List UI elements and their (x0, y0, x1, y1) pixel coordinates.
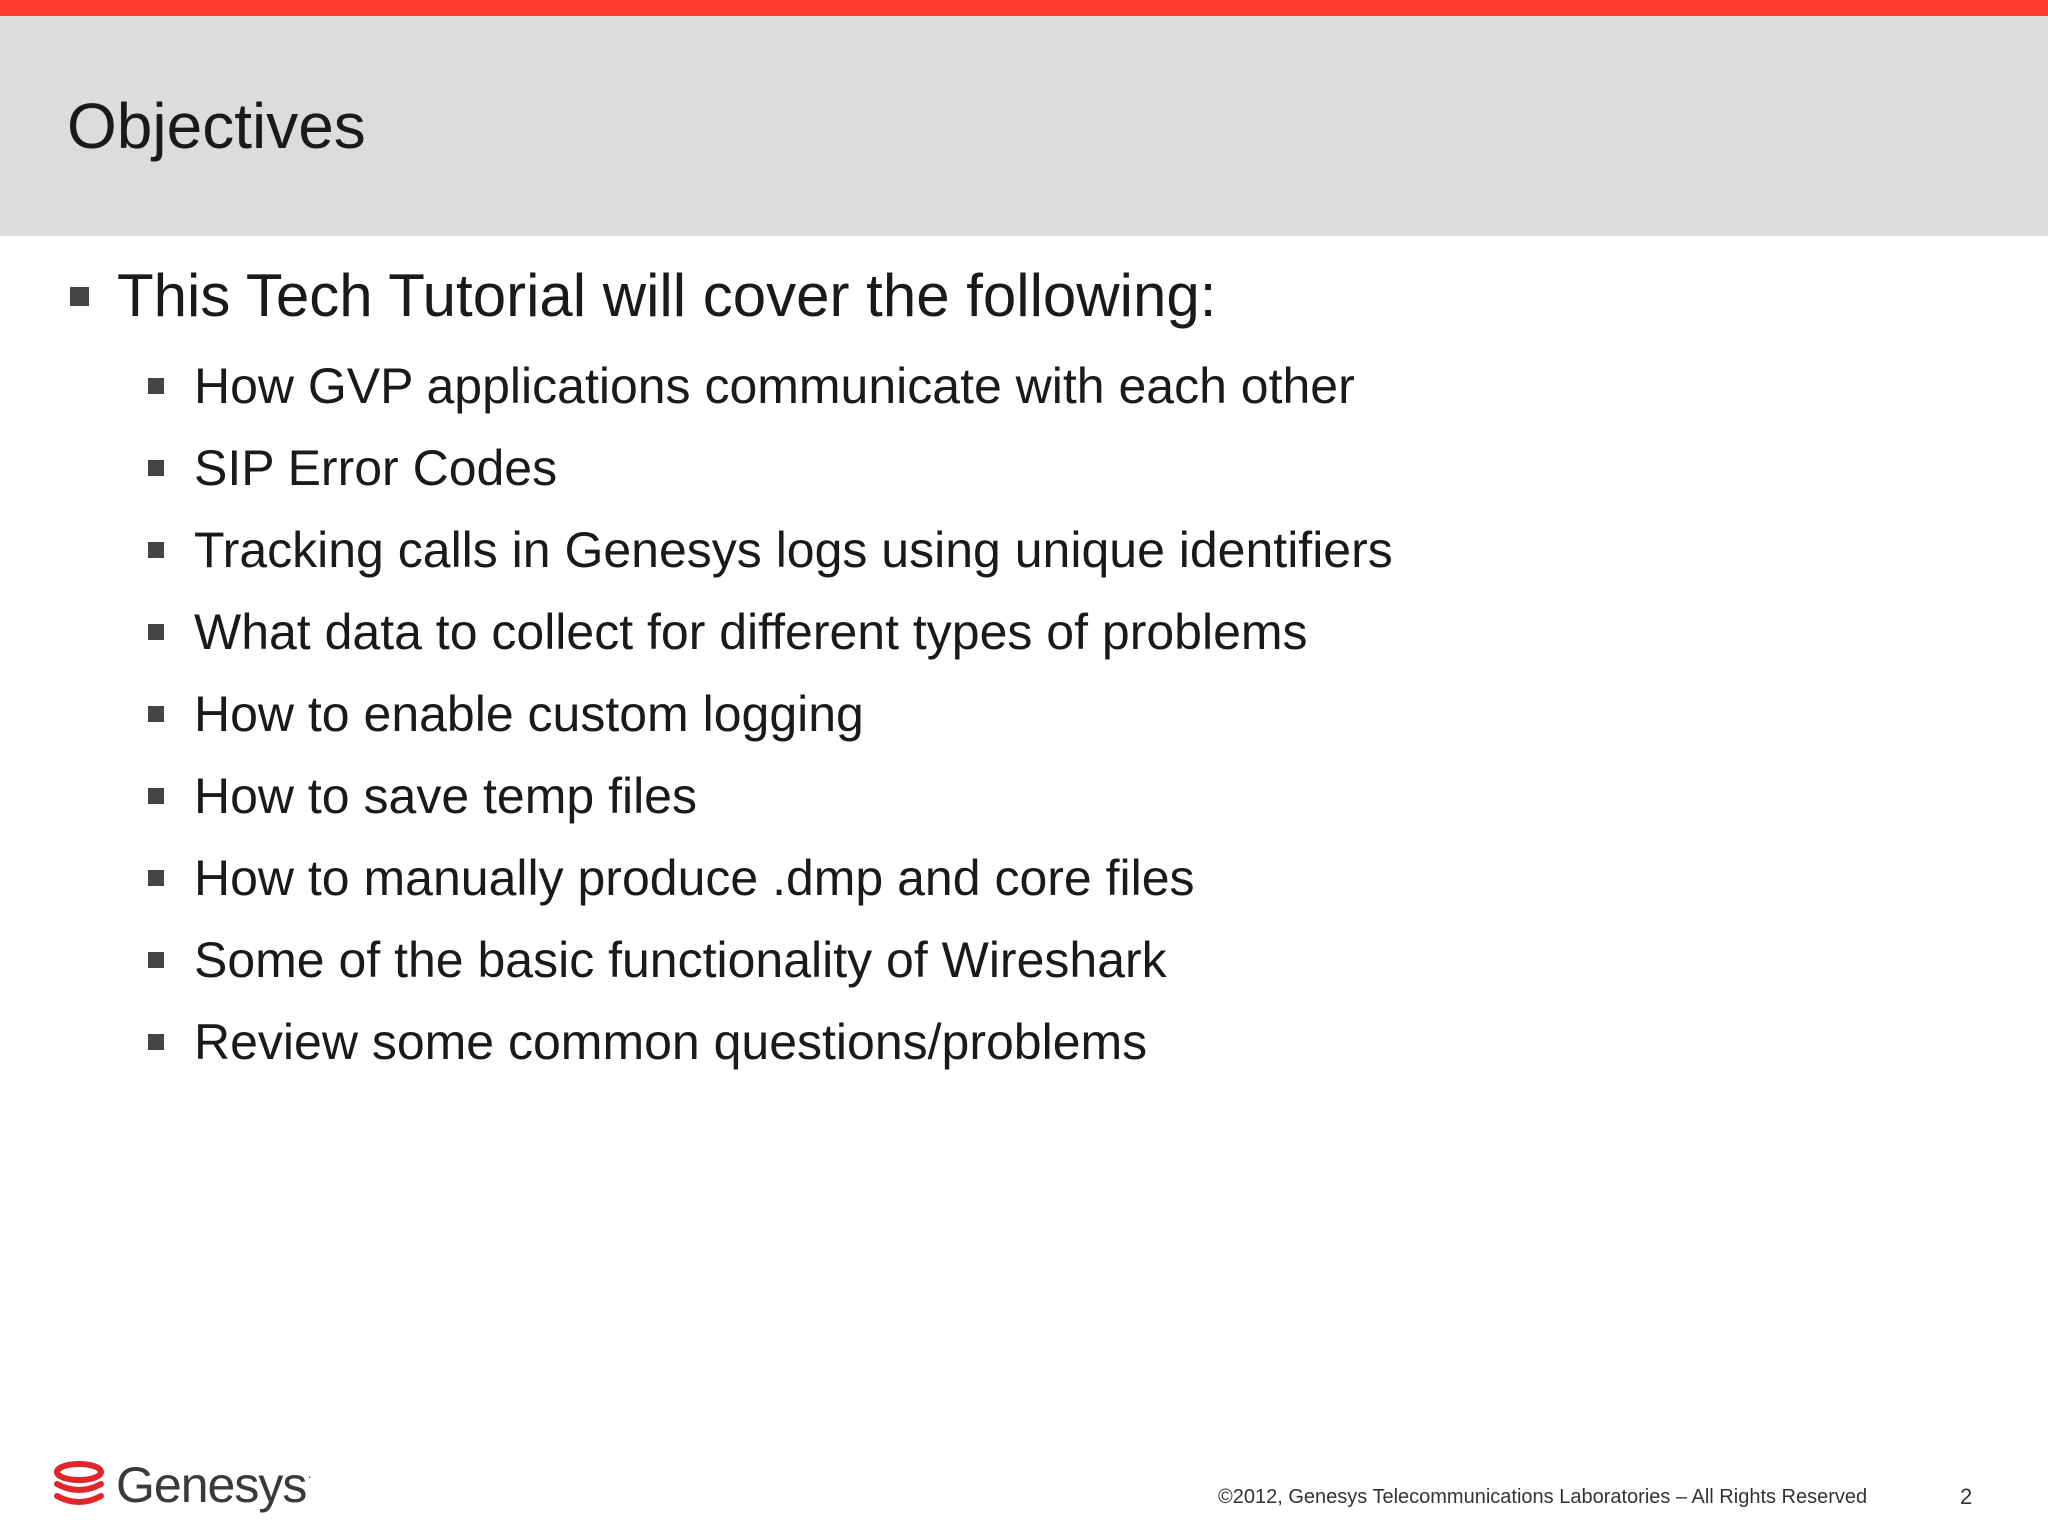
logo-text: Genesys (116, 1457, 307, 1513)
sub-bullet-list (148, 345, 1393, 1083)
square-bullet-icon (148, 870, 164, 886)
list-item-text: How to save temp files (194, 768, 697, 824)
square-bullet-icon (148, 378, 164, 394)
square-bullet-icon (148, 706, 164, 722)
square-bullet-icon (148, 952, 164, 968)
list-item (148, 591, 1393, 673)
list-item (148, 509, 1393, 591)
list-item-text: How to enable custom logging (194, 686, 864, 742)
main-bullet-text: This Tech Tutorial will cover the following: (117, 262, 1217, 329)
square-bullet-icon (148, 788, 164, 804)
main-bullet (70, 256, 1216, 336)
slide-title: Objectives (67, 90, 366, 162)
list-item (148, 837, 1393, 919)
list-item-text: Tracking calls in Genesys logs using unique identifiers (194, 522, 1393, 578)
square-bullet-icon (148, 460, 164, 476)
square-bullet-icon (148, 624, 164, 640)
genesys-logo (50, 1450, 312, 1520)
list-item (148, 673, 1393, 755)
list-item-text: Some of the basic functionality of Wireshark (194, 932, 1167, 988)
list-item (148, 1001, 1393, 1083)
page-number: 2 (1960, 1484, 1973, 1509)
list-item (148, 345, 1393, 427)
list-item (148, 427, 1393, 509)
square-bullet-icon (148, 542, 164, 558)
square-bullet-icon (70, 287, 89, 306)
genesys-logo-icon (50, 1456, 108, 1514)
list-item-text: How GVP applications communicate with each other (194, 358, 1355, 414)
logo-trademark: · (307, 1468, 312, 1484)
list-item-text: What data to collect for different types of problems (194, 604, 1308, 660)
list-item-text: How to manually produce .dmp and core files (194, 850, 1195, 906)
accent-bar (0, 0, 2048, 16)
list-item (148, 919, 1393, 1001)
list-item-text: SIP Error Codes (194, 440, 558, 496)
copyright-text: ©2012, Genesys Telecommunications Laboratories – All Rights Reserved (1218, 1486, 1868, 1508)
list-item (148, 755, 1393, 837)
list-item-text: Review some common questions/problems (194, 1014, 1148, 1070)
square-bullet-icon (148, 1034, 164, 1050)
